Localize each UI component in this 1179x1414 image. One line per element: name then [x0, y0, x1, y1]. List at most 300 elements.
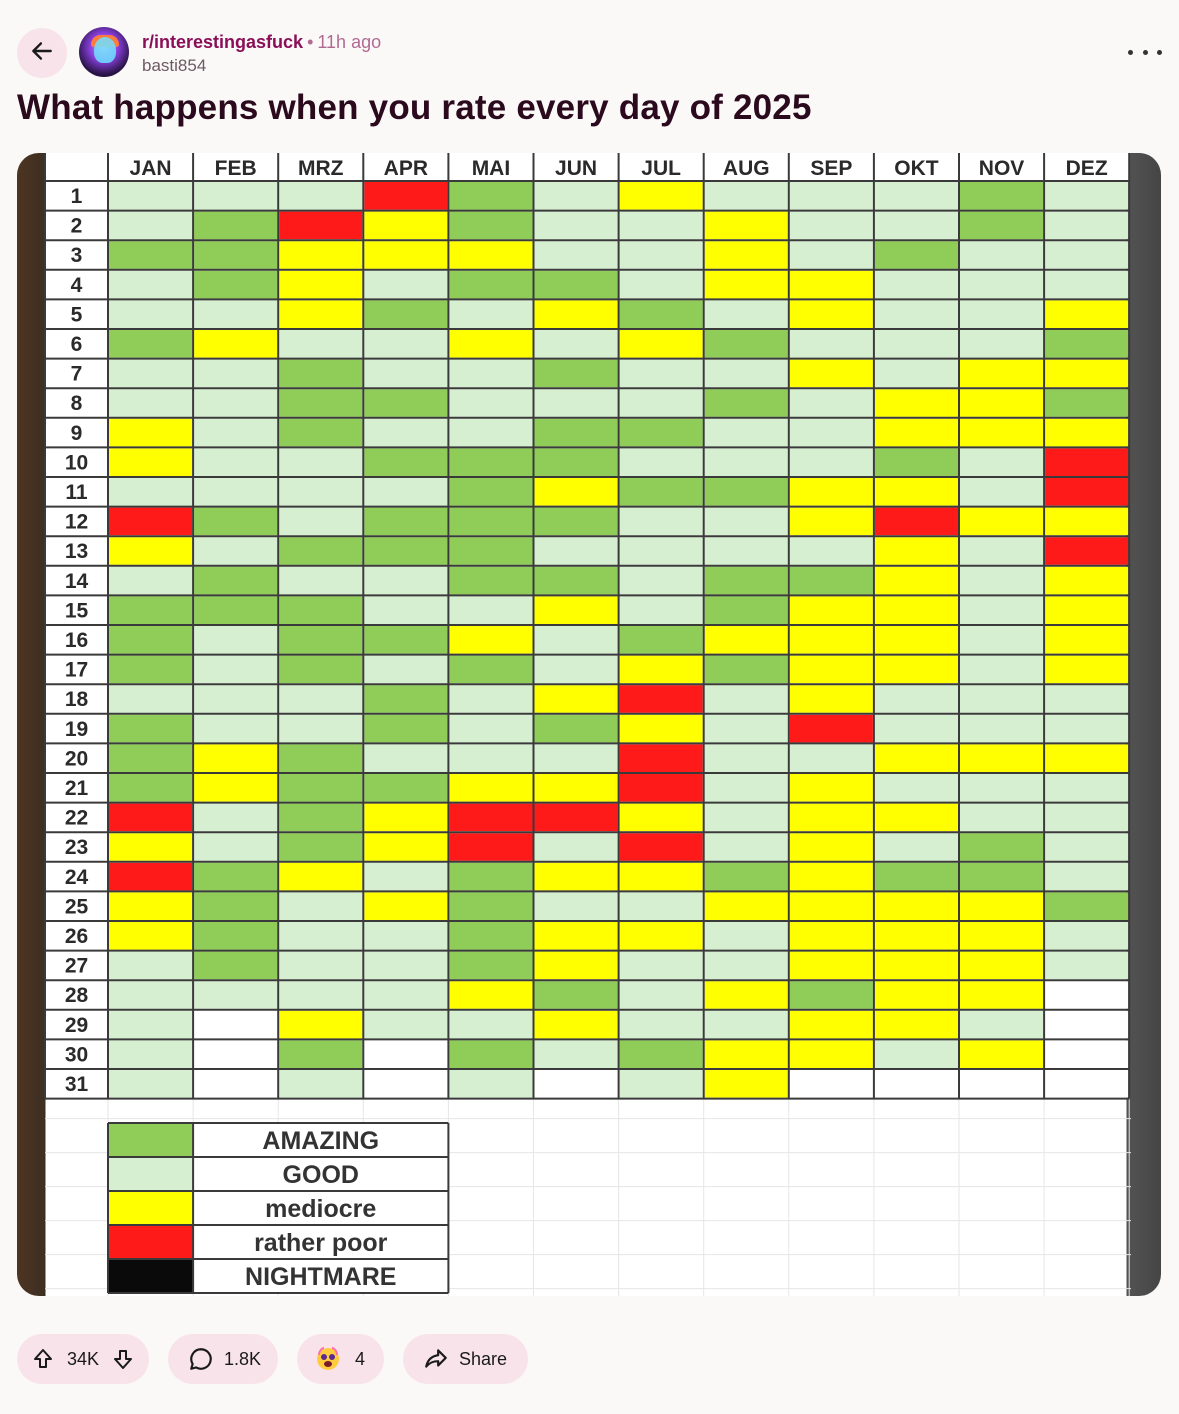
month-header: NOV [978, 157, 1025, 180]
day-cell [109, 537, 192, 565]
day-cell [535, 596, 618, 624]
day-cell [1045, 478, 1128, 506]
day-cell [620, 952, 703, 980]
day-cell [960, 1070, 1043, 1098]
day-cell [535, 182, 618, 210]
day-cell [705, 804, 788, 832]
day-cell [109, 656, 192, 684]
day-cell [620, 863, 703, 891]
day-cell [364, 952, 447, 980]
day-label: 17 [64, 658, 89, 682]
day-cell [279, 182, 362, 210]
more-options-button[interactable] [1128, 40, 1162, 64]
day-cell [1045, 448, 1128, 476]
month-header: APR [383, 157, 429, 180]
day-cell [194, 833, 277, 861]
day-cell [535, 508, 618, 536]
day-label: 14 [64, 569, 89, 593]
share-arrow-icon [423, 1346, 449, 1372]
day-cell [194, 508, 277, 536]
day-cell [1045, 1040, 1128, 1068]
day-cell [620, 448, 703, 476]
post-author[interactable]: basti854 [142, 56, 207, 75]
day-cell [109, 685, 192, 713]
day-cell [1045, 360, 1128, 388]
day-cell [875, 271, 958, 299]
day-cell [620, 271, 703, 299]
month-header: AUG [722, 157, 770, 180]
day-cell [364, 1011, 447, 1039]
day-cell [790, 981, 873, 1009]
day-cell [449, 182, 532, 210]
month-header: OKT [894, 157, 939, 180]
day-cell [535, 419, 618, 447]
day-cell [364, 892, 447, 920]
day-cell [535, 330, 618, 358]
legend-swatch [108, 1259, 193, 1293]
comment-bubble-icon [188, 1346, 214, 1372]
day-cell [620, 330, 703, 358]
day-cell [109, 1040, 192, 1068]
post-time: 11h ago [317, 32, 382, 52]
day-cell [790, 241, 873, 269]
day-cell [790, 715, 873, 743]
day-cell [364, 300, 447, 328]
day-cell [109, 626, 192, 654]
day-label: 22 [64, 806, 89, 830]
day-cell [194, 212, 277, 240]
day-cell [279, 537, 362, 565]
day-cell [364, 744, 447, 772]
day-cell [535, 774, 618, 802]
day-cell [279, 774, 362, 802]
award-count: 4 [355, 1348, 366, 1369]
day-cell [790, 922, 873, 950]
day-cell [1045, 567, 1128, 595]
day-cell [875, 448, 958, 476]
day-label: 26 [64, 925, 89, 948]
day-cell [960, 448, 1043, 476]
day-cell [960, 596, 1043, 624]
day-label: 23 [64, 836, 89, 860]
day-cell [449, 389, 532, 417]
day-cell [620, 300, 703, 328]
day-cell [620, 182, 703, 210]
day-cell [875, 537, 958, 565]
day-cell [960, 271, 1043, 299]
day-label: 24 [64, 865, 89, 889]
day-cell [109, 774, 192, 802]
day-cell [194, 774, 277, 802]
day-cell [960, 744, 1043, 772]
day-cell [194, 981, 277, 1009]
day-cell [960, 537, 1043, 565]
day-cell [279, 360, 362, 388]
day-cell [1045, 656, 1128, 684]
day-cell [875, 892, 958, 920]
day-cell [194, 330, 277, 358]
day-cell [109, 419, 192, 447]
day-cell [790, 892, 873, 920]
day-cell [620, 833, 703, 861]
day-cell [1045, 804, 1128, 832]
day-cell [109, 863, 192, 891]
day-cell [960, 1040, 1043, 1068]
day-cell [960, 981, 1043, 1009]
day-cell [875, 685, 958, 713]
day-cell [109, 952, 192, 980]
day-cell [960, 863, 1043, 891]
day-cell [705, 448, 788, 476]
arrow-down-icon[interactable] [111, 1347, 135, 1371]
day-cell [875, 330, 958, 358]
day-cell [875, 419, 958, 447]
day-cell [960, 419, 1043, 447]
day-cell [279, 212, 362, 240]
day-cell [194, 1040, 277, 1068]
award-emoji-icon [315, 1346, 341, 1372]
day-cell [364, 774, 447, 802]
day-cell [1045, 596, 1128, 624]
day-cell [535, 656, 618, 684]
day-cell [960, 1011, 1043, 1039]
day-cell [535, 715, 618, 743]
day-cell [364, 656, 447, 684]
day-cell [535, 241, 618, 269]
day-cell [535, 833, 618, 861]
day-cell [1045, 508, 1128, 536]
day-cell [790, 952, 873, 980]
day-cell [279, 300, 362, 328]
day-cell [194, 389, 277, 417]
day-cell [960, 892, 1043, 920]
day-cell [535, 863, 618, 891]
day-cell [620, 537, 703, 565]
day-cell [364, 981, 447, 1009]
day-cell [875, 863, 958, 891]
day-cell [790, 863, 873, 891]
day-cell [960, 804, 1043, 832]
day-cell [535, 478, 618, 506]
day-cell [109, 330, 192, 358]
day-cell [960, 182, 1043, 210]
day-cell [705, 241, 788, 269]
day-cell [449, 1040, 532, 1068]
day-cell [875, 744, 958, 772]
day-cell [279, 952, 362, 980]
day-cell [194, 656, 277, 684]
day-label: 27 [64, 954, 89, 978]
day-cell [109, 981, 192, 1009]
share-label: Share [459, 1348, 508, 1369]
day-label: 6 [70, 333, 83, 356]
day-cell [194, 744, 277, 772]
month-header: SEP [810, 157, 853, 180]
legend-swatch [108, 1191, 193, 1225]
day-cell [620, 656, 703, 684]
day-cell [1045, 774, 1128, 802]
day-cell [279, 1011, 362, 1039]
day-cell [790, 596, 873, 624]
legend-swatch [108, 1123, 193, 1157]
month-header: JUL [641, 157, 681, 180]
day-cell [960, 774, 1043, 802]
day-cell [620, 508, 703, 536]
day-cell [705, 952, 788, 980]
day-cell [875, 241, 958, 269]
day-cell [109, 212, 192, 240]
day-cell [449, 892, 532, 920]
day-cell [194, 863, 277, 891]
day-cell [875, 389, 958, 417]
day-cell [279, 478, 362, 506]
day-cell [1045, 271, 1128, 299]
day-cell [535, 685, 618, 713]
day-label: 16 [64, 629, 89, 652]
day-cell [620, 981, 703, 1009]
day-cell [279, 892, 362, 920]
day-cell [364, 1070, 447, 1098]
day-cell [790, 537, 873, 565]
day-cell [705, 685, 788, 713]
day-cell [960, 360, 1043, 388]
subreddit-avatar[interactable] [79, 27, 129, 77]
legend-label: NIGHTMARE [245, 1263, 397, 1291]
day-cell [449, 1011, 532, 1039]
day-cell [449, 863, 532, 891]
day-cell [875, 981, 958, 1009]
day-cell [535, 744, 618, 772]
day-cell [535, 567, 618, 595]
day-cell [790, 389, 873, 417]
day-cell [535, 892, 618, 920]
day-cell [875, 833, 958, 861]
day-cell [364, 567, 447, 595]
day-cell [449, 567, 532, 595]
day-cell [535, 1070, 618, 1098]
day-cell [620, 744, 703, 772]
day-cell [364, 508, 447, 536]
day-cell [364, 596, 447, 624]
day-cell [960, 241, 1043, 269]
day-cell [620, 1011, 703, 1039]
day-cell [194, 271, 277, 299]
day-label: 18 [64, 688, 89, 712]
day-cell [449, 300, 532, 328]
day-cell [109, 271, 192, 299]
day-label: 29 [64, 1013, 89, 1037]
day-label: 31 [64, 1073, 89, 1096]
day-cell [790, 744, 873, 772]
day-cell [109, 804, 192, 832]
arrow-up-icon[interactable] [31, 1347, 55, 1371]
day-cell [449, 360, 532, 388]
day-cell [109, 360, 192, 388]
post-title: What happens when you rate every day of 2025 [17, 88, 812, 127]
day-cell [194, 182, 277, 210]
day-cell [1045, 685, 1128, 713]
day-label: 11 [65, 481, 88, 504]
day-cell [535, 300, 618, 328]
day-cell [705, 419, 788, 447]
day-label: 21 [64, 777, 89, 800]
share-button[interactable] [403, 1334, 528, 1384]
day-cell [705, 360, 788, 388]
day-cell [194, 448, 277, 476]
day-cell [705, 508, 788, 536]
day-cell [790, 419, 873, 447]
day-cell [620, 804, 703, 832]
day-cell [705, 863, 788, 891]
day-cell [364, 1040, 447, 1068]
day-cell [705, 271, 788, 299]
day-label: 8 [70, 392, 83, 416]
day-cell [279, 330, 362, 358]
award-button[interactable] [297, 1334, 384, 1384]
day-cell [364, 212, 447, 240]
day-cell [1045, 952, 1128, 980]
day-cell [449, 1070, 532, 1098]
day-cell [1045, 715, 1128, 743]
legend-label: GOOD [282, 1161, 359, 1189]
day-cell [875, 478, 958, 506]
day-cell [790, 774, 873, 802]
day-cell [449, 212, 532, 240]
day-cell [194, 922, 277, 950]
day-cell [449, 981, 532, 1009]
day-cell [1045, 1070, 1128, 1098]
day-cell [620, 212, 703, 240]
day-cell [364, 922, 447, 950]
day-cell [1045, 182, 1128, 210]
day-cell [364, 448, 447, 476]
day-cell [960, 567, 1043, 595]
day-cell [960, 212, 1043, 240]
day-cell [194, 626, 277, 654]
day-cell [705, 1070, 788, 1098]
day-cell [705, 537, 788, 565]
day-cell [535, 981, 618, 1009]
day-cell [705, 1040, 788, 1068]
day-cell [620, 774, 703, 802]
day-cell [1045, 892, 1128, 920]
day-cell [1045, 419, 1128, 447]
day-cell [109, 715, 192, 743]
day-cell [194, 715, 277, 743]
day-cell [875, 774, 958, 802]
day-cell [449, 922, 532, 950]
day-cell [705, 567, 788, 595]
day-cell [1045, 863, 1128, 891]
day-cell [535, 212, 618, 240]
vote-control [17, 1334, 149, 1384]
day-cell [194, 1070, 277, 1098]
day-cell [449, 478, 532, 506]
month-header: MAI [471, 157, 511, 180]
day-cell [875, 182, 958, 210]
day-cell [364, 863, 447, 891]
day-cell [875, 567, 958, 595]
day-cell [790, 271, 873, 299]
day-cell [279, 448, 362, 476]
day-cell [705, 833, 788, 861]
day-cell [875, 508, 958, 536]
day-cell [194, 596, 277, 624]
day-cell [960, 833, 1043, 861]
day-cell [790, 685, 873, 713]
day-cell [279, 567, 362, 595]
day-cell [620, 715, 703, 743]
day-cell [194, 804, 277, 832]
day-cell [109, 892, 192, 920]
post-image[interactable] [17, 153, 1161, 1296]
day-cell [109, 922, 192, 950]
day-cell [960, 508, 1043, 536]
day-cell [1045, 626, 1128, 654]
day-cell [790, 360, 873, 388]
day-cell [449, 419, 532, 447]
day-cell [875, 360, 958, 388]
day-cell [960, 330, 1043, 358]
comments-button[interactable] [168, 1334, 278, 1384]
day-cell [279, 1070, 362, 1098]
day-cell [960, 300, 1043, 328]
legend-swatch [108, 1157, 193, 1191]
day-label: 25 [64, 895, 89, 919]
day-cell [1045, 389, 1128, 417]
day-cell [620, 478, 703, 506]
day-cell [364, 241, 447, 269]
subreddit-name[interactable]: r/interestingasfuck [142, 32, 304, 52]
day-cell [449, 715, 532, 743]
day-cell [790, 182, 873, 210]
day-cell [1045, 1011, 1128, 1039]
day-label: 20 [64, 747, 89, 771]
day-label: 3 [70, 244, 83, 268]
day-cell [109, 389, 192, 417]
day-cell [364, 715, 447, 743]
day-cell [279, 271, 362, 299]
day-cell [620, 389, 703, 417]
day-cell [960, 626, 1043, 654]
day-cell [705, 715, 788, 743]
day-cell [535, 271, 618, 299]
day-label: 5 [70, 303, 83, 327]
legend-label: AMAZING [262, 1127, 380, 1155]
day-cell [279, 744, 362, 772]
day-cell [1045, 330, 1128, 358]
day-cell [535, 537, 618, 565]
day-label: 30 [64, 1043, 89, 1067]
day-cell [875, 1011, 958, 1039]
day-cell [194, 478, 277, 506]
month-header: JAN [129, 157, 172, 180]
day-cell [620, 567, 703, 595]
legend-label: rather poor [254, 1229, 388, 1257]
day-cell [109, 300, 192, 328]
day-cell [279, 685, 362, 713]
day-label: 28 [64, 984, 89, 1008]
month-header: FEB [214, 157, 257, 180]
day-cell [705, 626, 788, 654]
back-button[interactable] [17, 28, 67, 78]
day-cell [364, 330, 447, 358]
day-cell [449, 330, 532, 358]
day-cell [279, 508, 362, 536]
day-cell [109, 478, 192, 506]
day-label: 19 [64, 717, 89, 741]
day-cell [1045, 833, 1128, 861]
